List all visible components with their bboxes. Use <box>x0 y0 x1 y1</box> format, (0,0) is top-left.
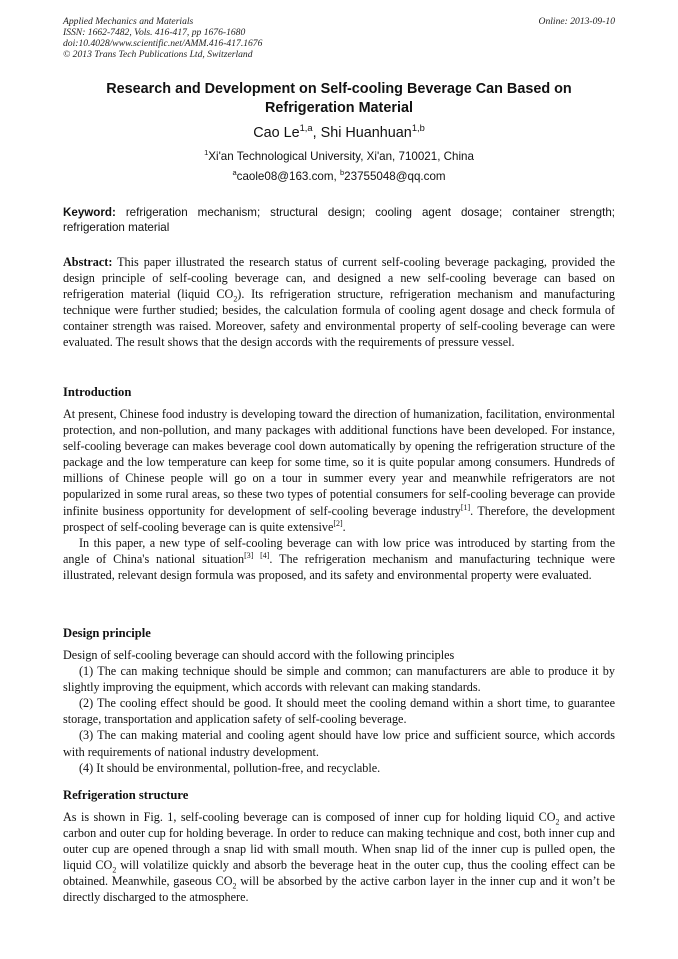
affiliation-superscript: 1 <box>204 148 209 158</box>
subscript: 2 <box>232 881 237 891</box>
author-name: Cao Le <box>253 125 300 141</box>
paragraph-text: As is shown in Fig. 1, self-cooling beverage can is composed of inner cup for holding liquid CO <box>63 810 556 824</box>
principle-item: (2) The cooling effect should be good. It should meet the cooling demand within a short time, to guarantee storage, transportation and application safety of self-cooling beverage. <box>63 696 615 727</box>
abstract-text: ). Its refrigeration structure, refrigeration mechanism and manufacturing technique were further studied; besides, the calculation formula of cooling agent dosage and check formula of container strength was raised. Moreover, safety and environmental property of self-cooling beverage can were evaluated. The result shows that the design accords with the requirements of pressure vessel. <box>63 287 615 350</box>
email-address: caole08@163.com <box>236 170 334 183</box>
email-superscript: a <box>232 168 237 178</box>
paragraph-text: will be absorbed by the active carbon layer in the inner cup and it won’t be directly discharged to the atmosphere. <box>63 874 615 905</box>
paragraph <box>63 809 615 906</box>
section-heading: Design principle <box>63 626 151 640</box>
section-heading: Refrigeration structure <box>63 788 189 802</box>
principle-item: (1) The can making technique should be simple and common; can manufacturers are able to produce it by slightly improving the equipment, which accords with relevant can making standards. <box>63 664 615 695</box>
paragraph-text: will volatilize quickly and absorb the beverage heat in the outer cup, thus the cooling effect can be obtained. Meanwhile, gaseous CO <box>63 858 615 889</box>
subscript: 2 <box>233 294 238 304</box>
subscript: 2 <box>112 865 117 875</box>
design-principle-section <box>63 625 615 776</box>
doi-line: doi:10.4028/www.scientific.net/AMM.416-417.1676 <box>63 38 263 49</box>
paragraph: Design of self-cooling beverage can should accord with the following principles <box>63 648 455 662</box>
introduction-section <box>63 384 615 583</box>
journal-header <box>63 16 615 60</box>
section-heading: Introduction <box>63 385 132 399</box>
journal-name: Applied Mechanics and Materials <box>63 16 194 27</box>
author-superscript: 1,b <box>411 123 425 134</box>
paragraph-text: In this paper, a new type of self-cooling beverage can with low price was introduced by starting from the angle of China's national situation <box>63 535 615 566</box>
citation: [3] <box>244 550 254 560</box>
affiliation-text: Xi'an Technological University, Xi'an, 710021, China <box>208 150 474 163</box>
author-superscript: 1,a <box>299 123 313 134</box>
author-name: Shi Huanhuan <box>320 125 412 141</box>
issn-line: ISSN: 1662-7482, Vols. 416-417, pp 1676-1680 <box>63 27 246 38</box>
paragraph <box>63 535 615 583</box>
keywords-text: refrigeration mechanism; structural design; cooling agent dosage; container strength; refrigeration material <box>63 206 615 234</box>
citation: [4] <box>260 550 270 560</box>
author-line <box>60 124 618 142</box>
principle-item: (4) It should be environmental, pollution-free, and recyclable. <box>79 760 381 775</box>
email-superscript: b <box>339 168 345 178</box>
affiliation-line <box>60 150 618 164</box>
keywords <box>63 205 615 235</box>
subscript: 2 <box>555 817 560 827</box>
keywords-label: Keyword: <box>63 206 116 219</box>
email-separator: , <box>333 170 340 183</box>
paragraph-text: At present, Chinese food industry is developing toward the direction of humanization, facilitation, environmental protection, and non-pollution, and many packages with additional functions have been developed. For instance, self-cooling beverage can makes beverage cool down automatically by opening the refrigeration structure of the package and the low temperature can keep for some time, so it is quite popular among consumers. Hundreds of millions of Chinese people will go on a tour in summer every year and meanwhile refrigerators are not popularized in some rural areas, so these two types of potential consumers for self-cooling beverage can provide infinite business opportunity for development of self-cooling beverage industry <box>63 407 615 518</box>
principle-item: (3) The can making material and cooling agent should have low price and sufficient source, which accords with requirements of national industry development. <box>63 728 615 759</box>
abstract <box>63 254 615 351</box>
paper-title: Research and Development on Self-cooling Beverage Can Based on Refrigeration Material <box>106 81 572 116</box>
abstract-label: Abstract: <box>63 255 113 269</box>
author-separator: , <box>312 125 321 141</box>
refrigeration-structure-section <box>63 787 615 906</box>
online-date: Online: 2013-09-10 <box>538 16 615 27</box>
copyright-line: © 2013 Trans Tech Publications Ltd, Switzerland <box>63 49 253 60</box>
paragraph-text: and active carbon and outer cup for holding beverage. In order to reduce can making technique and cost, both inner cup and outer cup are opened through a snap lid with small mouth. When snap lid of the inner cup is pulled open, the liquid CO <box>63 810 615 873</box>
citation: [1] <box>460 502 471 512</box>
email-line <box>60 170 618 184</box>
paragraph-text: . <box>342 519 346 534</box>
paragraph <box>63 406 615 535</box>
email-address: 23755048@qq.com <box>344 170 446 183</box>
citation: [2] <box>333 518 343 528</box>
paragraph-text: . The refrigeration mechanism and manufacturing technique were illustrated, relevant design formula was proposed, and its safety and environmental property were evaluated. <box>63 551 615 582</box>
paragraph-text: . Therefore, the development prospect of self-cooling beverage can is quite extensive <box>63 503 616 534</box>
abstract-text: This paper illustrated the research status of current self-cooling beverage packaging, provided the design principle of self-cooling beverage can, and designed a new self-cooling beverage can based on refrigeration material (liquid CO <box>63 255 615 302</box>
